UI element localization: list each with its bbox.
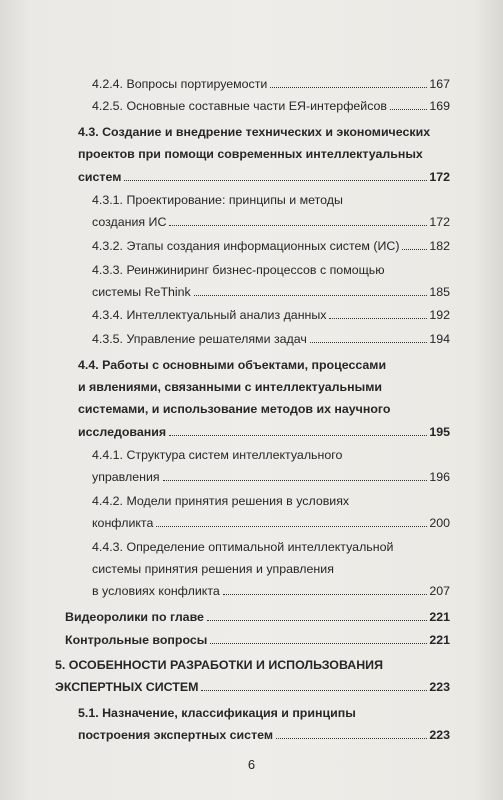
toc-entry-text: системы ReThink — [92, 285, 191, 299]
toc-entry-text: проектов при помощи современных интеллектуальных — [78, 147, 423, 161]
toc-page-number: 223 — [429, 680, 450, 694]
dot-leader — [276, 738, 427, 739]
toc-page-number: 221 — [429, 633, 450, 647]
toc-entry-text: 4.3.3. Реинжиниринг бизнес-процессов с помощью — [92, 263, 385, 277]
dot-leader — [194, 295, 428, 296]
toc-entry-line — [92, 468, 450, 486]
toc-page-number: 169 — [429, 99, 450, 113]
page-number: 6 — [247, 757, 256, 772]
toc-entry-text: исследования — [78, 425, 167, 439]
toc-entry-text: системами, и использование методов их научного — [78, 402, 391, 416]
toc-entry-text: 4.3. Создание и внедрение технических и экономических — [78, 125, 431, 139]
toc-entry-text: создания ИС — [92, 215, 167, 229]
toc-entry-text: в условиях конфликта — [92, 584, 220, 598]
dot-leader — [201, 690, 427, 691]
toc-entry-line — [92, 306, 450, 324]
toc-page-number: 172 — [429, 215, 450, 229]
toc-entry-text: и явлениями, связанными с интеллектуальными — [78, 380, 382, 394]
toc-entry-line — [78, 423, 450, 441]
dot-leader — [124, 180, 427, 181]
dot-leader — [156, 526, 427, 527]
toc-entry-text: 4.4.3. Определение оптимальной интеллектуальной — [92, 540, 394, 554]
toc-entry-text: 4.2.4. Вопросы портируемости — [92, 77, 268, 91]
dot-leader — [402, 249, 427, 250]
toc-entry-text: Контрольные вопросы — [65, 633, 208, 647]
toc-entry-line — [65, 608, 450, 626]
dot-leader — [163, 480, 428, 481]
toc-entry-text: систем — [78, 170, 122, 184]
toc-entry-text: 4.3.4. Интеллектуальный анализ данных — [92, 308, 327, 322]
toc-page-number: 221 — [429, 610, 450, 624]
toc-entry-text: Видеоролики по главе — [65, 610, 204, 624]
toc-entry-text: построения экспертных систем — [78, 728, 274, 742]
toc-entry-text: 4.2.5. Основные составные части ЕЯ-интерфейсов — [92, 99, 388, 113]
toc-entry-line — [55, 678, 450, 696]
toc-entry-line — [92, 237, 450, 255]
dot-leader — [329, 318, 427, 319]
dot-leader — [390, 109, 427, 110]
toc-page-number: 195 — [429, 425, 450, 439]
toc-page-number: 207 — [429, 584, 450, 598]
toc-entry-text: конфликта — [92, 516, 154, 530]
toc-page-number: 196 — [429, 470, 450, 484]
toc-entry-text: 4.3.5. Управление решателями задач — [92, 332, 307, 346]
toc-entry-line — [78, 726, 450, 744]
toc-entry-text: управления — [92, 470, 160, 484]
toc-page-number: 192 — [429, 308, 450, 322]
toc-entry-text: 4.4.1. Структура систем интеллектуального — [92, 448, 343, 462]
toc-entry-text: 5.1. Назначение, классификация и принципы — [78, 706, 356, 720]
toc-entry-text: 4.4.2. Модели принятия решения в условиях — [92, 494, 350, 508]
dot-leader — [210, 643, 427, 644]
toc-entry-text: ЭКСПЕРТНЫХ СИСТЕМ — [55, 680, 199, 694]
toc-page-number: 194 — [429, 332, 450, 346]
toc-page-number: 172 — [429, 170, 450, 184]
toc-entry-line — [92, 97, 450, 115]
toc-entry-text: системы принятия решения и управления — [92, 562, 334, 576]
dot-leader — [207, 620, 427, 621]
toc-page-number: 185 — [429, 285, 450, 299]
dot-leader — [270, 87, 427, 88]
toc-page-number: 200 — [429, 516, 450, 530]
dot-leader — [169, 225, 427, 226]
toc-entry-line — [78, 168, 450, 186]
toc-entry-text: 4.4. Работы с основными объектами, процессами — [78, 358, 387, 372]
toc-entry-text: 4.3.2. Этапы создания информационных систем (ИС) — [92, 239, 400, 253]
toc-entry-text: 4.3.1. Проектирование: принципы и методы — [92, 193, 343, 207]
toc-page-number: 182 — [429, 239, 450, 253]
toc-entry-text: 5. ОСОБЕННОСТИ РАЗРАБОТКИ И ИСПОЛЬЗОВАНИЯ — [55, 658, 383, 672]
dot-leader — [169, 435, 427, 436]
toc-entry-line — [92, 283, 450, 301]
toc-entry-line — [92, 330, 450, 348]
dot-leader — [310, 342, 427, 343]
toc-page-number: 223 — [429, 728, 450, 742]
dot-leader — [223, 594, 428, 595]
toc-entry-line — [65, 631, 450, 649]
toc-page-number: 167 — [429, 77, 450, 91]
toc-entry-line — [92, 582, 450, 600]
toc-entry-line — [92, 514, 450, 532]
toc-entry-line — [92, 75, 450, 93]
toc-entry-line — [92, 213, 450, 231]
